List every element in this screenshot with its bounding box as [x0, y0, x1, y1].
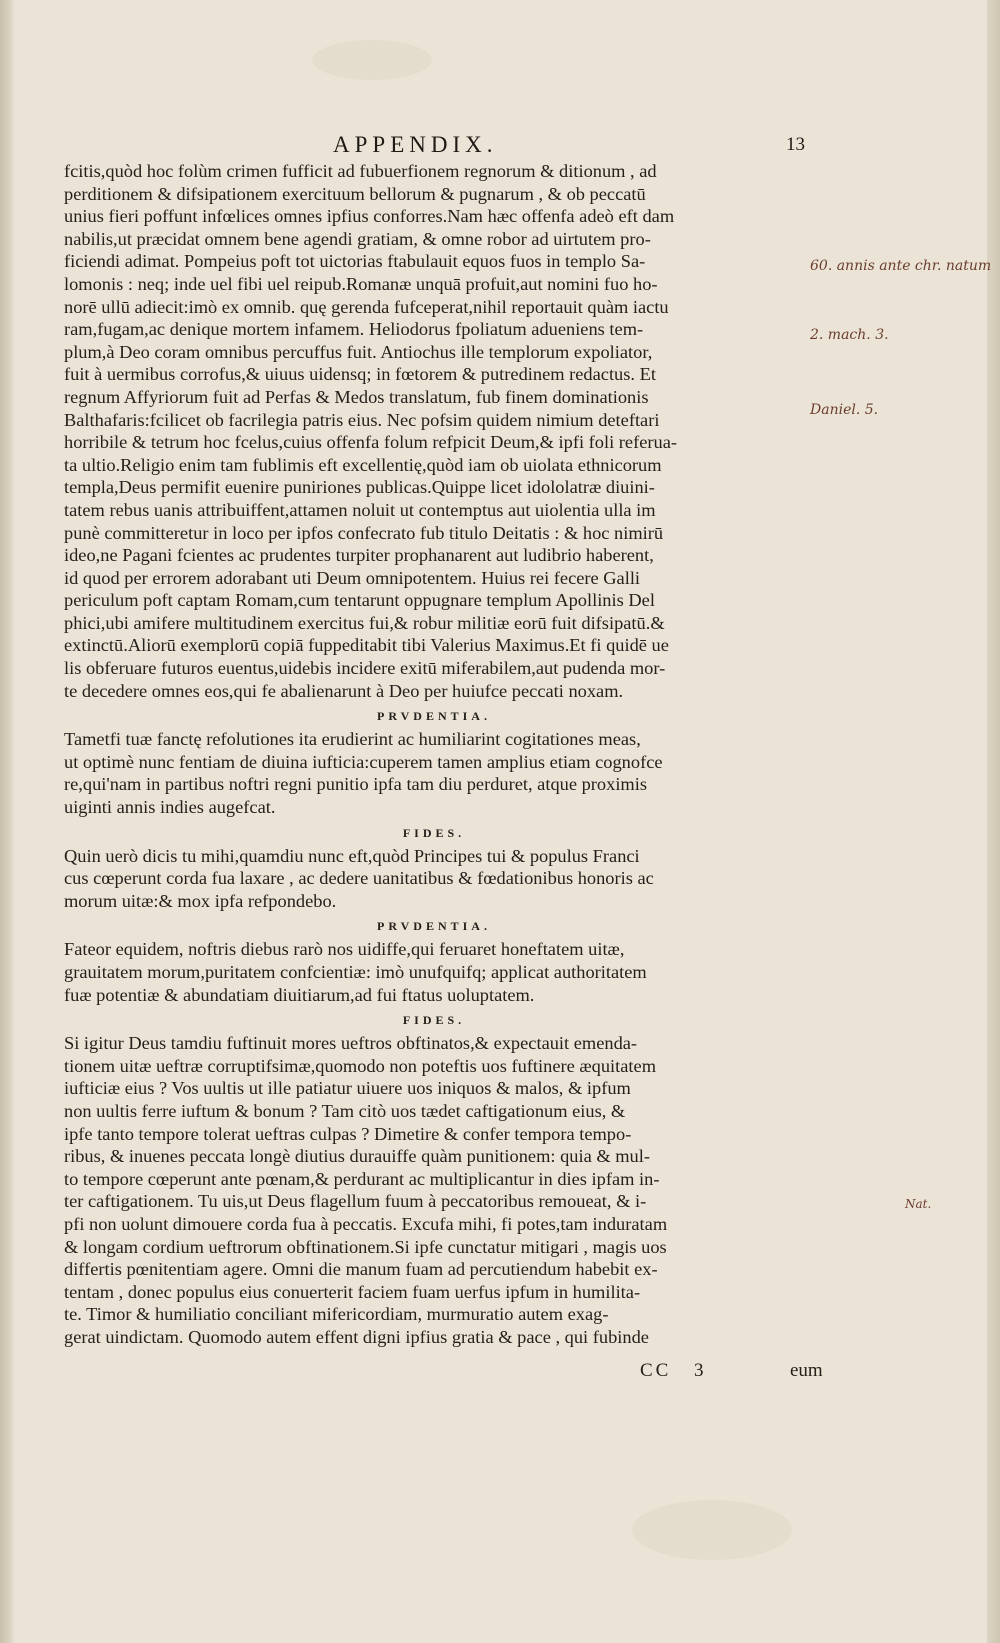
- text-line: fuit à uermibus corrofus,& uiuus uidensq; in fœtorem & putredinem redactus. Et: [64, 364, 656, 385]
- text-line: iufticiæ eius ? Vos uultis ut ille patiatur uiuere uos iniquos & malos, & ipfum: [64, 1078, 631, 1099]
- speech-prudentia: [64, 728, 804, 818]
- text-line: horribile & tetrum hoc fcelus,cuius offenfa folum refpicit Deum,& ipfi foli referua-: [64, 432, 677, 453]
- text-line: unius fieri poffunt infœlices omnes ipfius conforres.Nam hæc offenfa adeò eft dam: [64, 206, 675, 227]
- text-line: ipfe tanto tempore tolerat ueftras culpas ? Dimetire & confer tempora tempo-: [64, 1123, 632, 1144]
- text-line: tionem uitæ ueftræ corruptifsimæ,quomodo non poteftis uos fuftinere æquitatem: [64, 1055, 656, 1076]
- margin-note: 60. annis ante chr. natum: [810, 258, 992, 274]
- paragraph-intro: [64, 160, 804, 702]
- text-line: ter caftigationem. Tu uis,ut Deus flagellum fuum à peccatoribus remoueat, & i-: [64, 1191, 647, 1212]
- margin-note: Nat.: [905, 1197, 932, 1211]
- text-line: ta ultio.Religio enim tam fublimis eft excellentię,quòd iam ob uiolata ethnicorum: [64, 454, 662, 475]
- binding-fold: [0, 0, 14, 1643]
- main-text: [64, 160, 804, 1349]
- paper-stain: [632, 1500, 792, 1560]
- running-title: APPENDIX.: [333, 132, 498, 157]
- text-line: tatem rebus uanis attribuiffent,attamen noluit ut contemptus aut uiolentia ulla im: [64, 499, 656, 520]
- text-line: re,qui'nam in partibus noftri regni punitio ipfa tam diu perduret, atque proximis: [64, 774, 647, 795]
- text-line: ficiendi adimat. Pompeius poft tot uictorias ftabulauit equos fuos in templo Sa-: [64, 251, 646, 272]
- text-line: id quod per errorem adorabant uti Deum omnipotentem. Huius rei fecere Galli: [64, 567, 641, 588]
- speaker-heading: PRVDENTIA.: [377, 709, 491, 724]
- text-line: phici,ubi amifere multitudinem exercitus fui,& robur militiæ eorū fuit difsipatū.&: [64, 612, 665, 633]
- text-line: norē ullū adiecit:imò ex omnib. quę gerenda fufceperat,nihil reportauit quàm iactu: [64, 296, 669, 317]
- text-line: plum,à Deo coram omnibus percuffus fuit. Antiochus ille templorum expoliator,: [64, 341, 653, 362]
- folio-number: 13: [786, 134, 805, 155]
- speech-fides: [64, 845, 804, 913]
- page-footer: [640, 1360, 830, 1388]
- speaker-heading: FIDES.: [402, 825, 466, 840]
- paper-stain: [312, 40, 432, 80]
- text-line: ideo,ne Pagani fcientes ac prudentes turpiter prophanarent aut ludibrio haberent,: [64, 545, 654, 566]
- text-line: punè committeretur in loco per ipfos confecrato fub titulo Deitatis : & hoc nimirū: [64, 522, 664, 543]
- text-line: periculum poft captam Romam,cum tentarunt oppugnare templum Apollinis Del: [64, 590, 655, 611]
- text-line: Fateor equidem, noftris diebus rarò nos uidiffe,qui feruaret honeftatem uitæ,: [64, 939, 625, 960]
- text-line: uiginti annis indies augefcat.: [64, 797, 276, 818]
- catchword: eum: [790, 1360, 823, 1381]
- text-line: differtis pœnitentiam agere. Omni die manum fuam ad percutiendum habebit ex-: [64, 1259, 658, 1280]
- margin-note: 2. mach. 3.: [810, 327, 889, 343]
- text-line: fuæ potentiæ & abundatiam diuitiarum,ad fui ftatus uoluptatem.: [64, 984, 535, 1005]
- text-line: lis obferuare futuros euentus,uidebis incidere exitū miferabilem,aut pudenda mor-: [64, 658, 666, 679]
- text-line: pfi non uolunt dimouere corda fua à peccatis. Excufa mihi, fi potes,tam induratam: [64, 1213, 668, 1234]
- text-line: te. Timor & humiliatio conciliant mifericordiam, murmuratio autem exag-: [64, 1304, 609, 1325]
- text-line: extinctū.Aliorū exemplorū copiā fuppeditabit tibi Valerius Maximus.Et fi quidē ue: [64, 635, 669, 656]
- speaker-heading: PRVDENTIA.: [377, 919, 491, 934]
- running-header: [65, 132, 805, 162]
- text-line: to tempore cœperunt ante pœnam,& perdurant ac multiplicantur in dies ipfam in-: [64, 1168, 660, 1189]
- text-line: Tametfi tuæ fanctę refolutiones ita erudierint ac humiliarint cogitationes meas,: [64, 729, 641, 750]
- text-line: te decedere omnes eos,qui fe abalienarunt à Deo per huiufce peccati noxam.: [64, 680, 624, 701]
- text-line: Quin uerò dicis tu mihi,quamdiu nunc eft,quòd Principes tui & populus Franci: [64, 845, 640, 866]
- text-line: ram,fugam,ac denique mortem infamem. Heliodorus fpoliatum adueniens tem-: [64, 319, 644, 340]
- text-line: non uultis ferre iuftum & bonum ? Tam citò uos tædet caftigationum eius, &: [64, 1100, 626, 1121]
- text-line: & longam cordium ueftrorum obftinationem.Si ipfe cunctatur mitigari , magis uos: [64, 1236, 667, 1257]
- margin-note: Daniel. 5.: [810, 402, 879, 418]
- text-line: fcitis,quòd hoc folùm crimen fufficit ad fubuerfionem regnorum & ditionum , ad: [64, 161, 657, 181]
- text-line: ribus, & inuenes peccata longè diutius durauiffe quàm punitionem: quia & mul-: [64, 1146, 650, 1167]
- text-line: regnum Affyriorum fuit ad Perfas & Medos translatum, fub finem dominationis: [64, 386, 649, 407]
- text-line: Balthafaris:fcilicet ob facrilegia patris eius. Nec pofsim quidem nimium deteftari: [64, 409, 660, 430]
- text-line: tentam , donec populus eius conuerterit faciem fuam uerfus ipfum in humilita-: [64, 1281, 641, 1302]
- text-line: grauitatem morum,puritatem confcientiæ: imò unufquifq; applicat authoritatem: [64, 962, 647, 982]
- speech-fides: [64, 1032, 804, 1348]
- signature-number: 3: [694, 1360, 704, 1381]
- signature-mark: CC: [640, 1360, 672, 1381]
- page-edge: [987, 0, 1000, 1643]
- text-line: perditionem & difsipationem exercituum bellorum & pugnarum , & ob peccatū: [64, 183, 646, 204]
- speaker-heading: FIDES.: [402, 1013, 466, 1028]
- speech-prudentia: [64, 938, 804, 1006]
- text-line: lomonis : neq; inde uel fibi uel reipub.Romanæ unquā profuit,aut nomini fuo ho-: [64, 273, 658, 294]
- text-line: gerat uindictam. Quomodo autem effent digni ipfius gratia & pace , qui fubinde: [64, 1326, 649, 1347]
- text-line: ut optimè nunc fentiam de diuina iufticia:cuperem tamen amplius etiam cognofce: [64, 751, 663, 772]
- text-line: templa,Deus permifit euenire puniriones publicas.Quippe licet idololatræ diuini-: [64, 477, 655, 498]
- text-line: cus cœperunt corda fua laxare , ac dedere uanitatibus & fœdationibus honoris ac: [64, 868, 654, 889]
- text-line: Si igitur Deus tamdiu fuftinuit mores ueftros obftinatos,& expectauit emenda-: [64, 1033, 638, 1054]
- text-line: nabilis,ut præcidat omnem bene agendi gratiam, & omne robor ad uirtutem pro-: [64, 228, 651, 249]
- text-line: morum uitæ:& mox ipfa refpondebo.: [64, 890, 337, 911]
